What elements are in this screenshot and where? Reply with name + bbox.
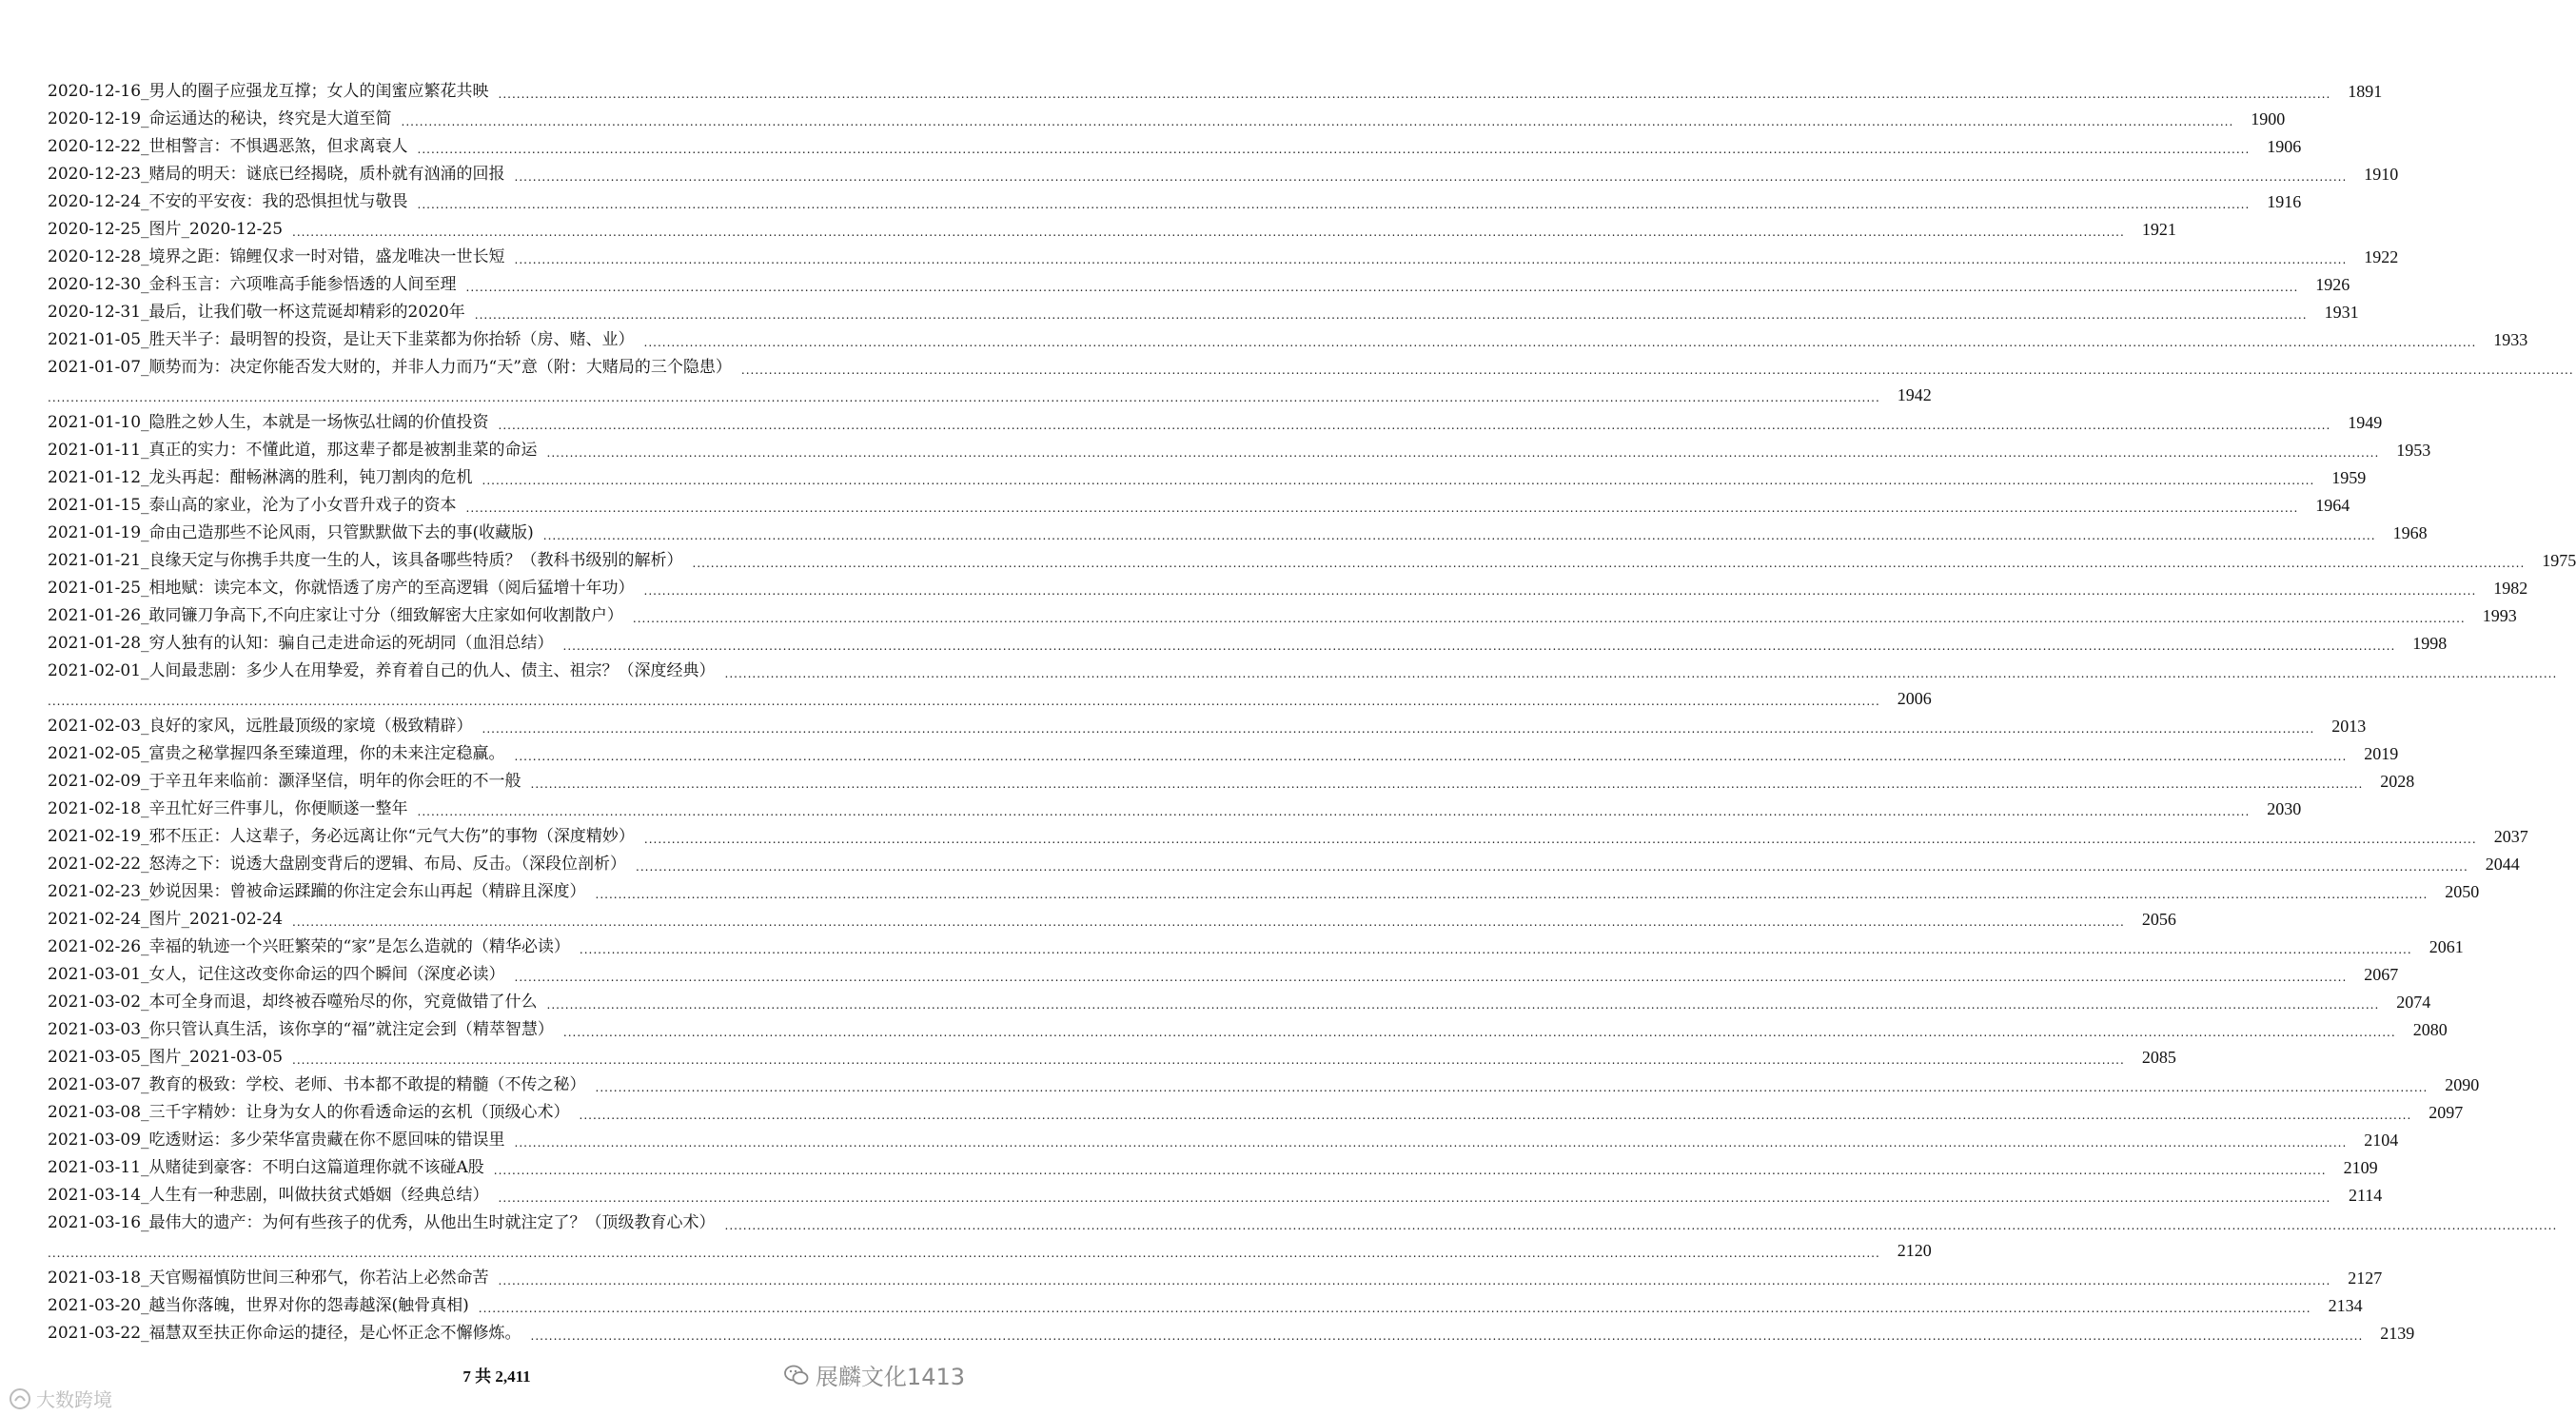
toc-row bbox=[48, 1122, 2399, 1150]
dot-leader: ................................................................................................................................................................................................................................................................................................................................................................................................................ bbox=[595, 1081, 2429, 1094]
wechat-icon bbox=[783, 1363, 808, 1387]
toc-row bbox=[48, 1067, 2480, 1094]
toc-row bbox=[48, 1260, 2383, 1288]
dot-leader: ................................................................................................................................................................................................................................................................................................................................................................................................................ bbox=[48, 1247, 1880, 1260]
toc-title: 2021-01-07_顺势而为：决定你能否发大财的，并非人力而乃“天”意（附：大赌局的三个隐患） bbox=[48, 358, 732, 377]
toc-page-number: 2097 bbox=[2429, 1103, 2464, 1122]
toc-page-number: 2044 bbox=[2485, 855, 2520, 874]
toc-title: 2021-01-28_穷人独有的认知：骗自己走进命运的死胡同（血泪总结） bbox=[48, 634, 554, 653]
toc-row bbox=[48, 542, 2576, 570]
watermark-right bbox=[783, 1358, 965, 1391]
dot-leader: ................................................................................................................................................................................................................................................................................................................................................................................................................ bbox=[417, 143, 2251, 156]
toc-title: 2021-01-05_胜天半子：最明智的投资，是让天下韭菜都为你抬轿（房、赌、业） bbox=[48, 330, 635, 349]
dot-leader: ................................................................................................................................................................................................................................................................................................................................................................................................................ bbox=[465, 502, 2299, 515]
toc-page-number: 1949 bbox=[2348, 413, 2383, 432]
toc-title: 2021-03-22_福慧双至扶正你命运的捷径，是心怀正念不懈修炼。 bbox=[48, 1324, 521, 1343]
toc-row bbox=[48, 598, 2517, 625]
toc-page-number: 1998 bbox=[2412, 634, 2448, 653]
toc-page-number: 2013 bbox=[2331, 717, 2367, 736]
toc-title: 2021-01-15_泰山高的家业，沦为了小女晋升戏子的资本 bbox=[48, 496, 457, 515]
toc-page-number: 1931 bbox=[2324, 303, 2359, 322]
toc-page-number: 1975 bbox=[2542, 551, 2576, 570]
toc-title: 2021-03-05_图片_2021-03-05 bbox=[48, 1048, 284, 1067]
toc-title: 2021-03-02_本可全身而退，却终被吞噬殆尽的你，究竟做错了什么 bbox=[48, 993, 538, 1012]
toc-page-number: 1926 bbox=[2315, 275, 2350, 294]
toc-title: 2020-12-30_金科玉言：六项唯高手能参悟透的人间至理 bbox=[48, 275, 457, 294]
toc-row bbox=[48, 1315, 2415, 1343]
toc-row bbox=[48, 460, 2367, 487]
dot-leader: ................................................................................................................................................................................................................................................................................................................................................................................................................ bbox=[292, 226, 2125, 239]
toc-title: 2021-03-11_从赌徒到豪客：不明白这篇道理你就不该碰A股 bbox=[48, 1158, 484, 1177]
toc-title: 2020-12-19_命运通达的秘诀，终究是大道至简 bbox=[48, 109, 392, 128]
toc-row bbox=[48, 211, 2176, 239]
toc-row bbox=[48, 184, 2302, 211]
dot-leader: ................................................................................................................................................................................................................................................................................................................................................................................................................ bbox=[498, 419, 2331, 432]
toc-row bbox=[48, 901, 2176, 929]
dot-leader: ................................................................................................................................................................................................................................................................................................................................................................................................................ bbox=[643, 833, 2477, 846]
dot-leader: ................................................................................................................................................................................................................................................................................................................................................................................................................ bbox=[579, 943, 2412, 956]
toc-page-number: 1953 bbox=[2396, 441, 2431, 460]
toc-title: 2020-12-24_不安的平安夜：我的恐惧担忧与敬畏 bbox=[48, 192, 408, 211]
toc-row bbox=[48, 625, 2448, 653]
toc-page-number: 2074 bbox=[2396, 993, 2431, 1012]
dot-leader: ................................................................................................................................................................................................................................................................................................................................................................................................................ bbox=[546, 446, 2380, 460]
toc-title: 2020-12-16_男人的圈子应强龙互撑；女人的闺蜜应繁花共映 bbox=[48, 82, 489, 101]
toc-title: 2021-03-03_你只管认真生活，该你享的“福”就注定会到（精萃智慧） bbox=[48, 1020, 554, 1039]
toc-page-number: 1982 bbox=[2493, 579, 2528, 598]
toc-row bbox=[48, 487, 2350, 515]
toc-row bbox=[48, 239, 2399, 266]
toc-page-number: 2120 bbox=[1897, 1241, 1932, 1260]
dot-leader: ................................................................................................................................................................................................................................................................................................................................................................................................................ bbox=[562, 639, 2396, 653]
dot-leader: ................................................................................................................................................................................................................................................................................................................................................................................................................ bbox=[514, 253, 2348, 266]
toc-row bbox=[48, 1012, 2448, 1039]
toc-title: 2021-03-14_人生有一种悲剧，叫做扶贫式婚姻（经典总结） bbox=[48, 1186, 489, 1205]
toc-row bbox=[48, 874, 2480, 901]
toc-page-number: 2114 bbox=[2348, 1186, 2383, 1205]
toc-title: 2021-03-20_越当你落魄，世界对你的怨毒越深(触骨真相) bbox=[48, 1296, 469, 1315]
watermark-logo-icon bbox=[8, 1386, 32, 1411]
dot-leader: ................................................................................................................................................................................................................................................................................................................................................................................................................ bbox=[498, 88, 2331, 101]
toc-title: 2020-12-28_境界之距：锦鲤仅求一时对错，盛龙唯决一世长短 bbox=[48, 247, 505, 266]
toc-title: 2021-01-21_良缘天定与你携手共度一生的人，该具备哪些特质？（教科书级别的解析） bbox=[48, 551, 683, 570]
toc-row bbox=[48, 266, 2350, 294]
toc-page-number: 2030 bbox=[2267, 799, 2302, 818]
dot-leader: ................................................................................................................................................................................................................................................................................................................................................................................................................ bbox=[636, 860, 2468, 874]
toc-row bbox=[48, 156, 2399, 184]
toc-page-number: 2067 bbox=[2364, 965, 2399, 984]
toc-row bbox=[48, 1205, 2558, 1232]
toc-page-number: 1993 bbox=[2482, 606, 2517, 625]
toc-title: 2021-02-01_人间最悲剧：多少人在用挚爱，养育着自己的仇人、债主、祖宗？（深度经典） bbox=[48, 661, 716, 680]
toc-row bbox=[48, 984, 2431, 1012]
toc-page-number: 2080 bbox=[2412, 1020, 2448, 1039]
watermark-left bbox=[8, 1385, 112, 1412]
toc-page-number: 2061 bbox=[2429, 937, 2464, 956]
toc-title: 2021-01-25_相地赋：读完本文，你就悟透了房产的至高逻辑（阅后猛增十年功） bbox=[48, 579, 635, 598]
toc-page-number: 1921 bbox=[2141, 220, 2176, 239]
toc-page-number: 1942 bbox=[1897, 385, 1932, 404]
toc-page-number: 1922 bbox=[2364, 247, 2399, 266]
dot-leader: ................................................................................................................................................................................................................................................................................................................................................................................................................ bbox=[417, 805, 2251, 818]
dot-leader: ................................................................................................................................................................................................................................................................................................................................................................................................................ bbox=[740, 364, 2574, 377]
dot-leader: ................................................................................................................................................................................................................................................................................................................................................................................................................ bbox=[482, 722, 2315, 736]
toc-row bbox=[48, 1150, 2378, 1177]
dot-leader: ................................................................................................................................................................................................................................................................................................................................................................................................................ bbox=[417, 198, 2251, 211]
toc-title: 2020-12-31_最后，让我们敬一杯这荒诞却精彩的2020年 bbox=[48, 303, 465, 322]
dot-leader: ................................................................................................................................................................................................................................................................................................................................................................................................................ bbox=[292, 1053, 2125, 1067]
toc-title: 2021-01-26_敢同镰刀争高下,不向庄家让寸分（细致解密大庄家如何收割散户） bbox=[48, 606, 623, 625]
toc-row bbox=[48, 929, 2464, 956]
toc-page-number: 2037 bbox=[2493, 827, 2528, 846]
dot-leader: ................................................................................................................................................................................................................................................................................................................................................................................................................ bbox=[530, 777, 2364, 791]
toc-page-number: 2006 bbox=[1897, 689, 1932, 708]
dot-leader: ................................................................................................................................................................................................................................................................................................................................................................................................................ bbox=[401, 115, 2234, 128]
dot-leader: ................................................................................................................................................................................................................................................................................................................................................................................................................ bbox=[48, 391, 1880, 404]
toc-title: 2021-01-19_命由己造那些不论风雨，只管默默做下去的事(收藏版) bbox=[48, 523, 534, 542]
toc-row bbox=[48, 432, 2431, 460]
toc-row bbox=[48, 570, 2528, 598]
toc-row bbox=[48, 294, 2359, 322]
toc-page-number: 1968 bbox=[2392, 523, 2428, 542]
toc-row bbox=[48, 73, 2383, 101]
toc-title: 2021-02-18_辛丑忙好三件事儿，你便顺遂一整年 bbox=[48, 799, 408, 818]
toc-title: 2021-02-19_邪不压正：人这辈子，务必远离让你“元气大伤”的事物（深度精妙） bbox=[48, 827, 635, 846]
watermark-left-text: 大数跨境 bbox=[36, 1388, 112, 1411]
dot-leader: ................................................................................................................................................................................................................................................................................................................................................................................................................ bbox=[643, 584, 2477, 598]
toc-row bbox=[48, 322, 2528, 349]
dot-leader: ................................................................................................................................................................................................................................................................................................................................................................................................................ bbox=[724, 1219, 2558, 1232]
toc-row bbox=[48, 404, 2383, 432]
toc-page-number: 2050 bbox=[2445, 882, 2480, 901]
dot-leader: ................................................................................................................................................................................................................................................................................................................................................................................................................ bbox=[692, 557, 2526, 570]
toc-title: 2021-02-23_妙说因果：曾被命运蹂躏的你注定会东山再起（精辟且深度） bbox=[48, 882, 586, 901]
toc-title: 2021-02-09_于辛丑年来临前：灏泽坚信，明年的你会旺的不一般 bbox=[48, 772, 521, 791]
toc-row bbox=[48, 956, 2399, 984]
toc-page-number: 1959 bbox=[2331, 468, 2367, 487]
dot-leader: ................................................................................................................................................................................................................................................................................................................................................................................................................ bbox=[579, 1109, 2412, 1122]
toc-page-number: 2139 bbox=[2380, 1324, 2415, 1343]
table-of-contents bbox=[48, 73, 2576, 1343]
toc-row bbox=[48, 515, 2428, 542]
toc-page-number: 1910 bbox=[2364, 165, 2399, 184]
toc-row bbox=[48, 818, 2528, 846]
toc-row bbox=[48, 349, 2574, 377]
toc-title: 2021-03-01_女人，记住这改变你命运的四个瞬间（深度必读） bbox=[48, 965, 505, 984]
dot-leader: ................................................................................................................................................................................................................................................................................................................................................................................................................ bbox=[514, 1136, 2348, 1150]
watermark-right-text: 展麟文化1413 bbox=[815, 1364, 965, 1390]
dot-leader: ................................................................................................................................................................................................................................................................................................................................................................................................................ bbox=[478, 1302, 2311, 1315]
toc-row bbox=[48, 1094, 2464, 1122]
toc-page-number: 1916 bbox=[2267, 192, 2302, 211]
dot-leader: ................................................................................................................................................................................................................................................................................................................................................................................................................ bbox=[595, 888, 2429, 901]
toc-row bbox=[48, 736, 2399, 763]
toc-title: 2021-03-09_吃透财运：多少荣华富贵藏在你不愿回味的错误里 bbox=[48, 1131, 505, 1150]
toc-row bbox=[48, 1177, 2383, 1205]
dot-leader: ................................................................................................................................................................................................................................................................................................................................................................................................................ bbox=[482, 474, 2315, 487]
dot-leader: ................................................................................................................................................................................................................................................................................................................................................................................................................ bbox=[632, 612, 2466, 625]
toc-page-number: 2104 bbox=[2364, 1131, 2399, 1150]
dot-leader: ................................................................................................................................................................................................................................................................................................................................................................................................................ bbox=[498, 1191, 2331, 1205]
toc-page-number: 1964 bbox=[2315, 496, 2350, 515]
toc-page-number: 2056 bbox=[2141, 910, 2176, 929]
toc-title: 2020-12-23_赌局的明天：谜底已经揭晓，质朴就有汹涌的回报 bbox=[48, 165, 505, 184]
toc-title: 2021-02-24_图片_2021-02-24 bbox=[48, 910, 284, 929]
toc-title: 2021-03-07_教育的极致：学校、老师、书本都不敢提的精髓（不传之秘） bbox=[48, 1075, 586, 1094]
toc-row bbox=[48, 763, 2415, 791]
toc-row bbox=[48, 791, 2302, 818]
toc-row bbox=[48, 128, 2302, 156]
toc-page-number: 1891 bbox=[2348, 82, 2383, 101]
dot-leader: ................................................................................................................................................................................................................................................................................................................................................................................................................ bbox=[498, 1274, 2331, 1288]
dot-leader: ................................................................................................................................................................................................................................................................................................................................................................................................................ bbox=[530, 1329, 2364, 1343]
toc-row-continuation bbox=[48, 377, 1932, 404]
dot-leader: ................................................................................................................................................................................................................................................................................................................................................................................................................ bbox=[514, 170, 2348, 184]
dot-leader: ................................................................................................................................................................................................................................................................................................................................................................................................................ bbox=[292, 915, 2125, 929]
toc-page-number: 1906 bbox=[2267, 137, 2302, 156]
toc-title: 2021-02-05_富贵之秘掌握四条至臻道理，你的未来注定稳赢。 bbox=[48, 744, 505, 763]
dot-leader: ................................................................................................................................................................................................................................................................................................................................................................................................................ bbox=[546, 998, 2380, 1012]
toc-page-number: 2019 bbox=[2364, 744, 2399, 763]
toc-row-continuation bbox=[48, 1232, 1932, 1260]
toc-page-number: 2090 bbox=[2445, 1075, 2480, 1094]
toc-row bbox=[48, 708, 2367, 736]
toc-page-number: 2109 bbox=[2343, 1158, 2378, 1177]
dot-leader: ................................................................................................................................................................................................................................................................................................................................................................................................................ bbox=[474, 308, 2308, 322]
toc-title: 2021-03-16_最伟大的遗产：为何有些孩子的优秀，从他出生时就注定了？（顶级教育心术） bbox=[48, 1213, 716, 1232]
toc-page-number: 2085 bbox=[2141, 1048, 2176, 1067]
dot-leader: ................................................................................................................................................................................................................................................................................................................................................................................................................ bbox=[643, 336, 2477, 349]
toc-page-number: 2127 bbox=[2348, 1268, 2383, 1288]
toc-page-number: 1900 bbox=[2251, 109, 2286, 128]
dot-leader: ................................................................................................................................................................................................................................................................................................................................................................................................................ bbox=[514, 971, 2348, 984]
dot-leader: ................................................................................................................................................................................................................................................................................................................................................................................................................ bbox=[562, 1026, 2396, 1039]
toc-title: 2021-01-10_隐胜之妙人生，本就是一场恢弘壮阔的价值投资 bbox=[48, 413, 489, 432]
toc-row bbox=[48, 846, 2520, 874]
toc-row bbox=[48, 1039, 2176, 1067]
toc-title: 2021-02-26_幸福的轨迹一个兴旺繁荣的“家”是怎么造就的（精华必读） bbox=[48, 937, 570, 956]
toc-row bbox=[48, 1288, 2363, 1315]
dot-leader: ................................................................................................................................................................................................................................................................................................................................................................................................................ bbox=[542, 529, 2376, 542]
toc-page-number: 1933 bbox=[2493, 330, 2528, 349]
dot-leader: ................................................................................................................................................................................................................................................................................................................................................................................................................ bbox=[724, 667, 2558, 680]
toc-title: 2021-02-03_良好的家风，远胜最顶级的家境（极致精辟） bbox=[48, 717, 473, 736]
toc-title: 2021-01-11_真正的实力：不懂此道，那这辈子都是被割韭菜的命运 bbox=[48, 441, 538, 460]
toc-row bbox=[48, 653, 2558, 680]
toc-page-number: 2134 bbox=[2328, 1296, 2363, 1315]
toc-title: 2021-02-22_怒涛之下：说透大盘剧变背后的逻辑、布局、反击。（深段位剖析） bbox=[48, 855, 627, 874]
dot-leader: ................................................................................................................................................................................................................................................................................................................................................................................................................ bbox=[493, 1164, 2327, 1177]
toc-title: 2020-12-25_图片_2020-12-25 bbox=[48, 220, 284, 239]
toc-title: 2021-03-18_天官赐福慎防世间三种邪气，你若沾上必然命苦 bbox=[48, 1268, 489, 1288]
toc-row bbox=[48, 101, 2286, 128]
toc-title: 2020-12-22_世相警言：不惧遇恶煞，但求离衰人 bbox=[48, 137, 408, 156]
toc-title: 2021-01-12_龙头再起：酣畅淋漓的胜利，钝刀割肉的危机 bbox=[48, 468, 473, 487]
dot-leader: ................................................................................................................................................................................................................................................................................................................................................................................................................ bbox=[514, 750, 2348, 763]
dot-leader: ................................................................................................................................................................................................................................................................................................................................................................................................................ bbox=[48, 695, 1880, 708]
toc-row-continuation bbox=[48, 680, 1932, 708]
dot-leader: ................................................................................................................................................................................................................................................................................................................................................................................................................ bbox=[465, 281, 2299, 294]
page-footer: 7 共 2,411 bbox=[462, 1367, 531, 1386]
toc-page-number: 2028 bbox=[2380, 772, 2415, 791]
toc-title: 2021-03-08_三千字精妙：让身为女人的你看透命运的玄机（顶级心术） bbox=[48, 1103, 570, 1122]
